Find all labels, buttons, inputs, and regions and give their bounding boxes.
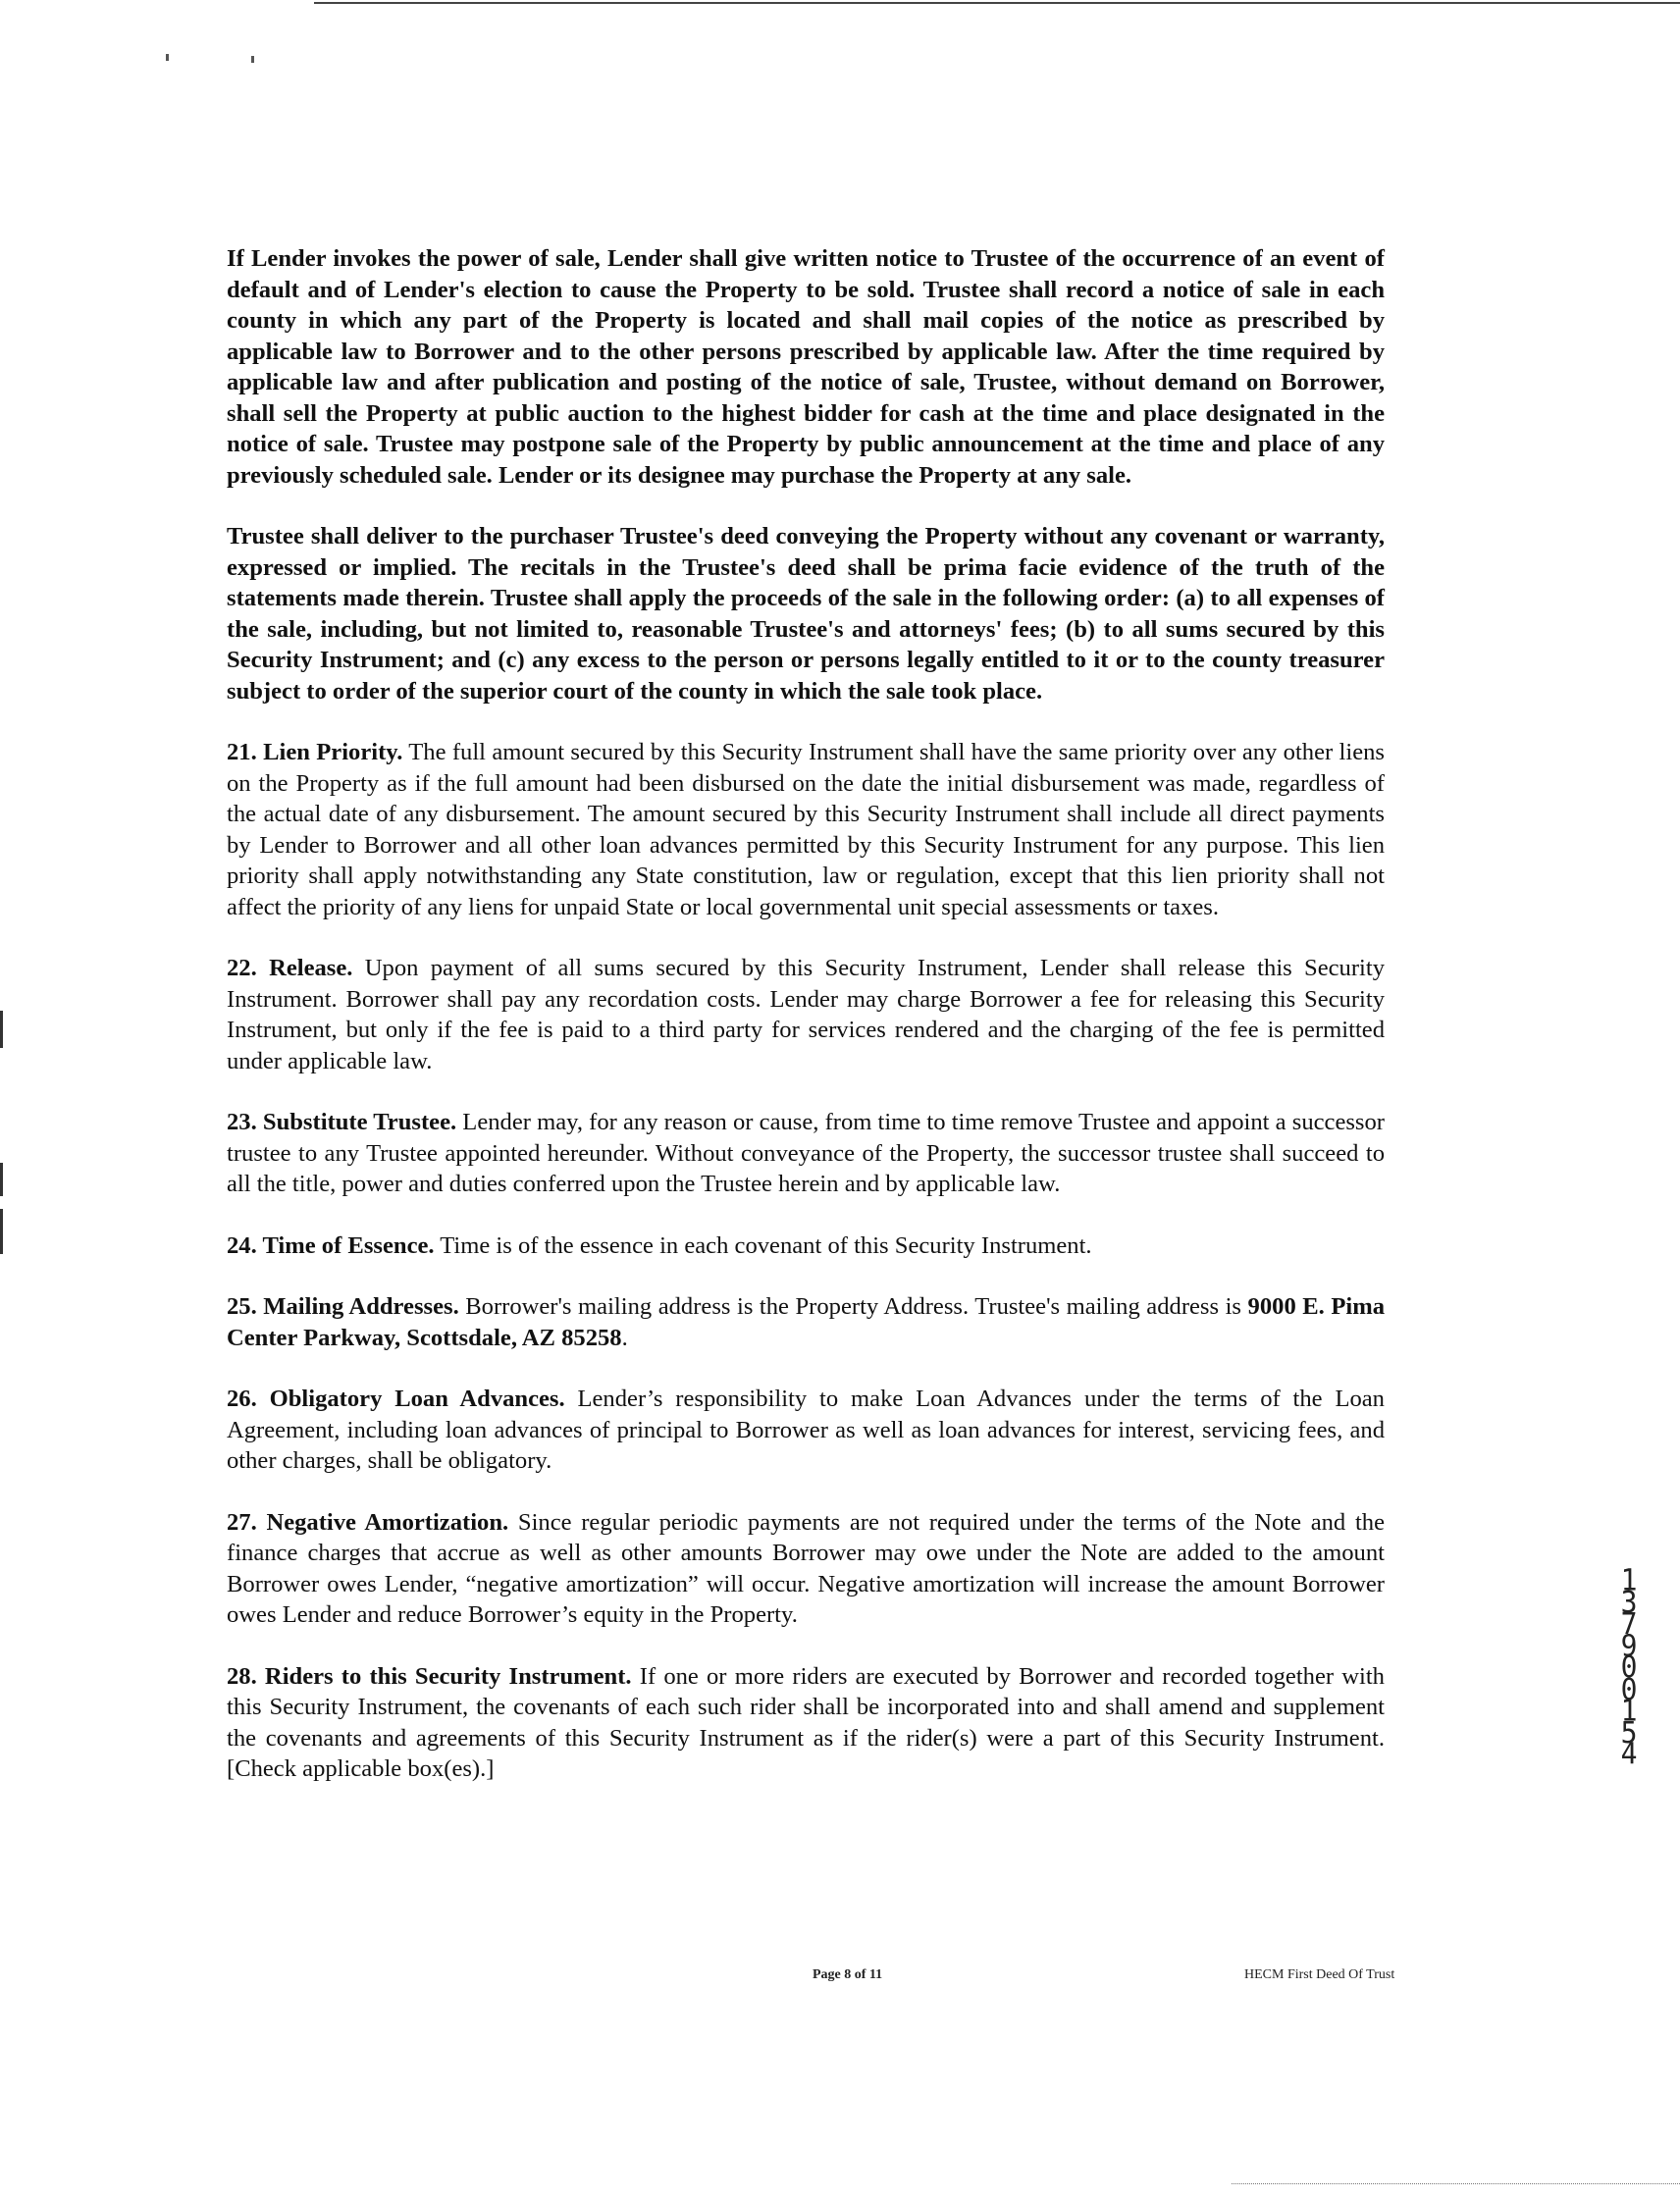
section-text: Lender may, for any reason or cause, from time to time remove Trustee and appoint a successor trustee to any Trustee appointed hereunder. Without conveyance of the Property, the successor trustee shall succeed to all the title, power and duties conferred upon the Trustee herein and by applicable law.	[227, 1109, 1385, 1197]
paragraph-text: Trustee shall deliver to the purchaser Trustee's deed conveying the Property without any covenant or warranty, expressed or implied. The recitals in the Trustee's deed shall be prima facie evidence of the truth of the statements made therein. Trustee shall apply the proceeds of the sale in the following order: (a) to all expenses of the sale, including, but not limited to, reasonable Trustee's and attorneys' fees; (b) to all sums secured by this Security Instrument; and (c) any excess to the person or persons legally entitled to it or to the county treasurer subject to order of the superior court of the county in which the sale took place.	[227, 523, 1385, 705]
section-text: The full amount secured by this Security Instrument shall have the same priority over any other liens on the Property as if the full amount had been disbursed on the date the initial disbursement was made, regardless of the actual date of any disbursement. The amount secured by this Security Instrument shall include all direct payments by Lender to Borrower and all other loan advances permitted by this Security Instrument for any purpose. This lien priority shall apply notwithstanding any State constitution, law or regulation, except that this lien priority shall not affect the priority of any liens for unpaid State or local governmental unit special assessments or taxes.	[227, 739, 1385, 920]
section-title: 21. Lien Priority.	[227, 739, 403, 765]
section-text: Time is of the essence in each covenant of this Security Instrument.	[434, 1231, 1092, 1259]
scan-edge-mark	[0, 1163, 3, 1196]
section-28-riders	[227, 1661, 1385, 1785]
section-22-release	[227, 953, 1385, 1076]
document-body	[227, 243, 1385, 1815]
section-21-lien-priority	[227, 737, 1385, 922]
scan-edge-mark	[0, 1209, 3, 1254]
paragraph-text: If Lender invokes the power of sale, Lender shall give written notice to Trustee of the occurrence of an event of default and of Lender's election to cause the Property to be sold. Trustee shall record a notice of sale in each county in which any part of the Property is located and shall mail copies of the notice as prescribed by applicable law to Borrower and to the other persons prescribed by applicable law. After the time required by applicable law and after publication and posting of the notice of sale, Trustee, without demand on Borrower, shall sell the Property at public auction to the highest bidder for cash at the time and place designated in the notice of sale. Trustee may postpone sale of the Property by public announcement at the time and place of any previously scheduled sale. Lender or its designee may purchase the Property at any sale.	[227, 245, 1385, 489]
scan-top-rule	[314, 2, 1680, 4]
section-text: Lender’s responsibility to make Loan Advances under the terms of the Loan Agreement, including loan advances of principal to Borrower as well as loan advances for interest, servicing fees, and other charges, shall be obligatory.	[227, 1386, 1385, 1474]
section-title: 28. Riders to this Security Instrument.	[227, 1662, 632, 1690]
trustee-deed-paragraph	[227, 521, 1385, 706]
page-number: Page 8 of 11	[813, 1967, 883, 1982]
section-text: Since regular periodic payments are not required under the terms of the Note and the finance charges that accrue as well as other amounts Borrower may owe under the Note are added to the amount Borrower owes Lender, “negative amortization” will occur. Negative amortization will increase the amount Borrower owes Lender and reduce Borrower’s equity in the Property.	[227, 1508, 1385, 1628]
section-title: 23. Substitute Trustee.	[227, 1109, 457, 1135]
scan-bottom-rule	[1232, 2183, 1680, 2185]
section-24-time-of-essence	[227, 1230, 1385, 1262]
section-23-substitute-trustee	[227, 1107, 1385, 1200]
section-title: 24. Time of Essence.	[227, 1231, 435, 1259]
section-text: Upon payment of all sums secured by this Security Instrument, Lender shall release this Security Instrument. Borrower shall pay any recordation costs. Lender may charge Borrower a fee for releasing this Security Instrument, but only if the fee is paid to a third party for services rendered and the charging of the fee is permitted under applicable law.	[227, 955, 1386, 1074]
section-25-mailing-addresses	[227, 1291, 1385, 1353]
section-27-negative-amortization	[227, 1507, 1385, 1631]
form-title: HECM First Deed Of Trust	[1244, 1967, 1395, 1982]
recording-stamp-number: 13790 0154	[1620, 1562, 1638, 1772]
section-title: 27. Negative Amortization.	[227, 1508, 509, 1536]
trustee-address: 9000 E. Pima Center Parkway, Scottsdale, AZ 85258	[227, 1293, 1385, 1351]
section-title: 25. Mailing Addresses.	[227, 1293, 459, 1320]
scan-mark	[251, 56, 254, 63]
section-text-tail: .	[621, 1324, 628, 1351]
section-text: If one or more riders are executed by Borrower and recorded together with this Security Instrument, the covenants of each such rider shall be incorporated into and shall amend and supplement the covenants and agreements of this Security Instrument as if the rider(s) were a part of this Security Instrument. [Check applicable box(es).]	[227, 1662, 1385, 1782]
scan-mark	[166, 54, 169, 61]
section-title: 22. Release.	[227, 955, 353, 981]
scan-edge-mark	[0, 1011, 3, 1048]
power-of-sale-paragraph	[227, 243, 1385, 491]
section-26-obligatory-loan-advances	[227, 1384, 1385, 1477]
section-text: Borrower's mailing address is the Property Address. Trustee's mailing address is	[458, 1293, 1248, 1320]
section-title: 26. Obligatory Loan Advances.	[227, 1386, 565, 1412]
